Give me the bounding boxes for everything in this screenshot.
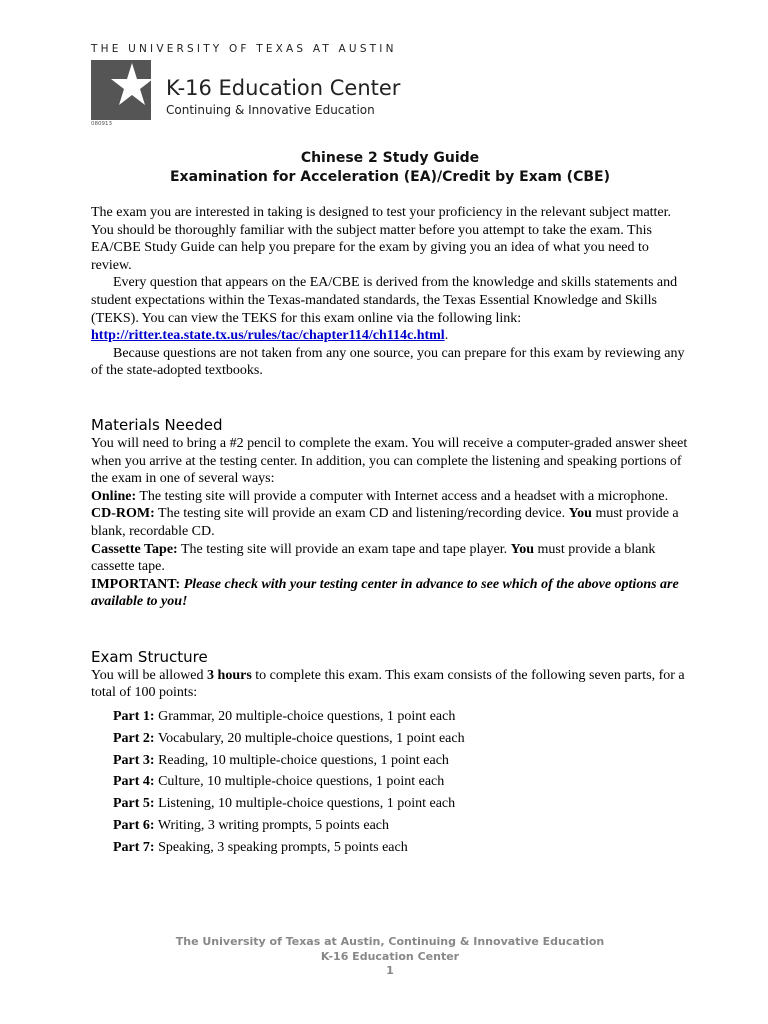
part-text: Writing, 3 writing prompts, 5 points each <box>154 818 390 834</box>
teks-link[interactable]: http://ritter.tea.state.tx.us/rules/tac/chapter114/ch114c.html <box>91 328 445 344</box>
list-item <box>113 793 691 815</box>
part-label: Part 3: <box>113 752 155 768</box>
cdrom-text-1: The testing site will provide an exam CD and listening/recording device. <box>154 506 569 522</box>
list-item <box>113 771 691 793</box>
important-note <box>91 576 691 611</box>
exam-intro <box>91 667 691 702</box>
materials-intro: You will need to bring a #2 pencil to complete the exam. You will receive a computer-graded answer sheet when you arrive at the testing center. In addition, you can complete the listening and speaking portions of the exam in one of several ways: <box>91 435 688 487</box>
part-text: Speaking, 3 speaking prompts, 5 points each <box>154 839 408 855</box>
cassette-you: You <box>510 541 535 557</box>
intro-paragraph-2-text: Every question that appears on the EA/CBE is derived from the knowledge and skills statements and student expectations within the Texas-mandated standards, the Texas Essential Knowledge and Skills (TEKS). You can view the TEKS for this exam online via the following link: <box>91 275 678 326</box>
cassette-text-1: The testing site will provide an exam tape and tape player. <box>177 541 511 557</box>
important-label: IMPORTANT: <box>91 576 181 592</box>
exam-structure-heading: Exam Structure <box>91 647 208 666</box>
part-text: Vocabulary, 20 multiple-choice questions, 1 point each <box>154 730 465 746</box>
list-item <box>113 837 691 859</box>
cdrom-text-2: must provide a blank, recordable CD. <box>91 506 679 539</box>
exam-intro-2: to complete this exam. This exam consists of the following seven parts, for a total of 100 points: <box>91 667 685 701</box>
cassette-label: Cassette Tape: <box>91 541 178 557</box>
list-item <box>113 750 691 772</box>
part-text: Listening, 10 multiple-choice questions, 1 point each <box>154 796 456 812</box>
intro-paragraph-3: Because questions are not taken from any one source, you can prepare for this exam by reviewing any of the state-adopted textbooks. <box>91 345 685 379</box>
option-online <box>91 488 691 506</box>
part-text: Culture, 10 multiple-choice questions, 1 point each <box>154 774 445 790</box>
cdrom-you: You <box>568 506 592 522</box>
part-label: Part 4: <box>113 774 155 790</box>
part-label: Part 6: <box>113 818 155 834</box>
cassette-text-2: must provide a blank cassette tape. <box>91 541 656 575</box>
page-number: 1 <box>386 964 394 978</box>
center-subtitle: Continuing & Innovative Education <box>166 103 375 117</box>
online-label: Online: <box>91 488 137 504</box>
part-label: Part 5: <box>113 796 155 812</box>
part-label: Part 2: <box>113 730 155 746</box>
exam-parts-list <box>91 706 691 859</box>
list-item <box>113 728 691 750</box>
intro-paragraph-1: The exam you are interested in taking is designed to test your proficiency in the relevant subject matter. You should be thoroughly familiar with the subject matter before you attempt to take the exam. This EA/CBE Study Guide can help you prepare for the exam by giving you an idea of what you need to review. <box>91 205 672 273</box>
intro-paragraph-2-end: . <box>444 328 449 344</box>
list-item <box>113 815 691 837</box>
part-label: Part 1: <box>113 709 155 725</box>
part-text: Grammar, 20 multiple-choice questions, 1 point each <box>154 709 456 725</box>
exam-hours: 3 hours <box>207 667 252 683</box>
cdrom-label: CD-ROM: <box>91 506 155 522</box>
page-footer <box>0 935 768 979</box>
center-name: K-16 Education Center <box>166 76 401 100</box>
document-title <box>0 149 768 187</box>
option-cassette <box>91 541 691 576</box>
logo-code: 080913 <box>91 121 112 127</box>
title-line-2: Examination for Acceleration (EA)/Credit by Exam (CBE) <box>169 169 610 185</box>
university-name: THE UNIVERSITY OF TEXAS AT AUSTIN <box>91 43 397 55</box>
list-item <box>113 706 691 728</box>
document-body <box>91 204 691 859</box>
part-label: Part 7: <box>113 839 155 855</box>
important-text: Please check with your testing center in advance to see which of the above options are available to you! <box>91 576 679 610</box>
footer-line-1: The University of Texas at Austin, Continuing & Innovative Education <box>175 935 605 948</box>
intro-paragraph-2 <box>91 274 691 344</box>
footer-line-2: K-16 Education Center <box>320 949 460 963</box>
materials-heading: Materials Needed <box>91 415 223 434</box>
exam-intro-1: You will be allowed <box>91 667 208 683</box>
star-logo-icon <box>91 60 151 120</box>
option-cdrom <box>91 505 691 540</box>
online-text: The testing site will provide a computer with Internet access and a headset with a microphone. <box>136 488 669 504</box>
title-line-1: Chinese 2 Study Guide <box>300 150 480 166</box>
part-text: Reading, 10 multiple-choice questions, 1 point each <box>154 752 449 768</box>
